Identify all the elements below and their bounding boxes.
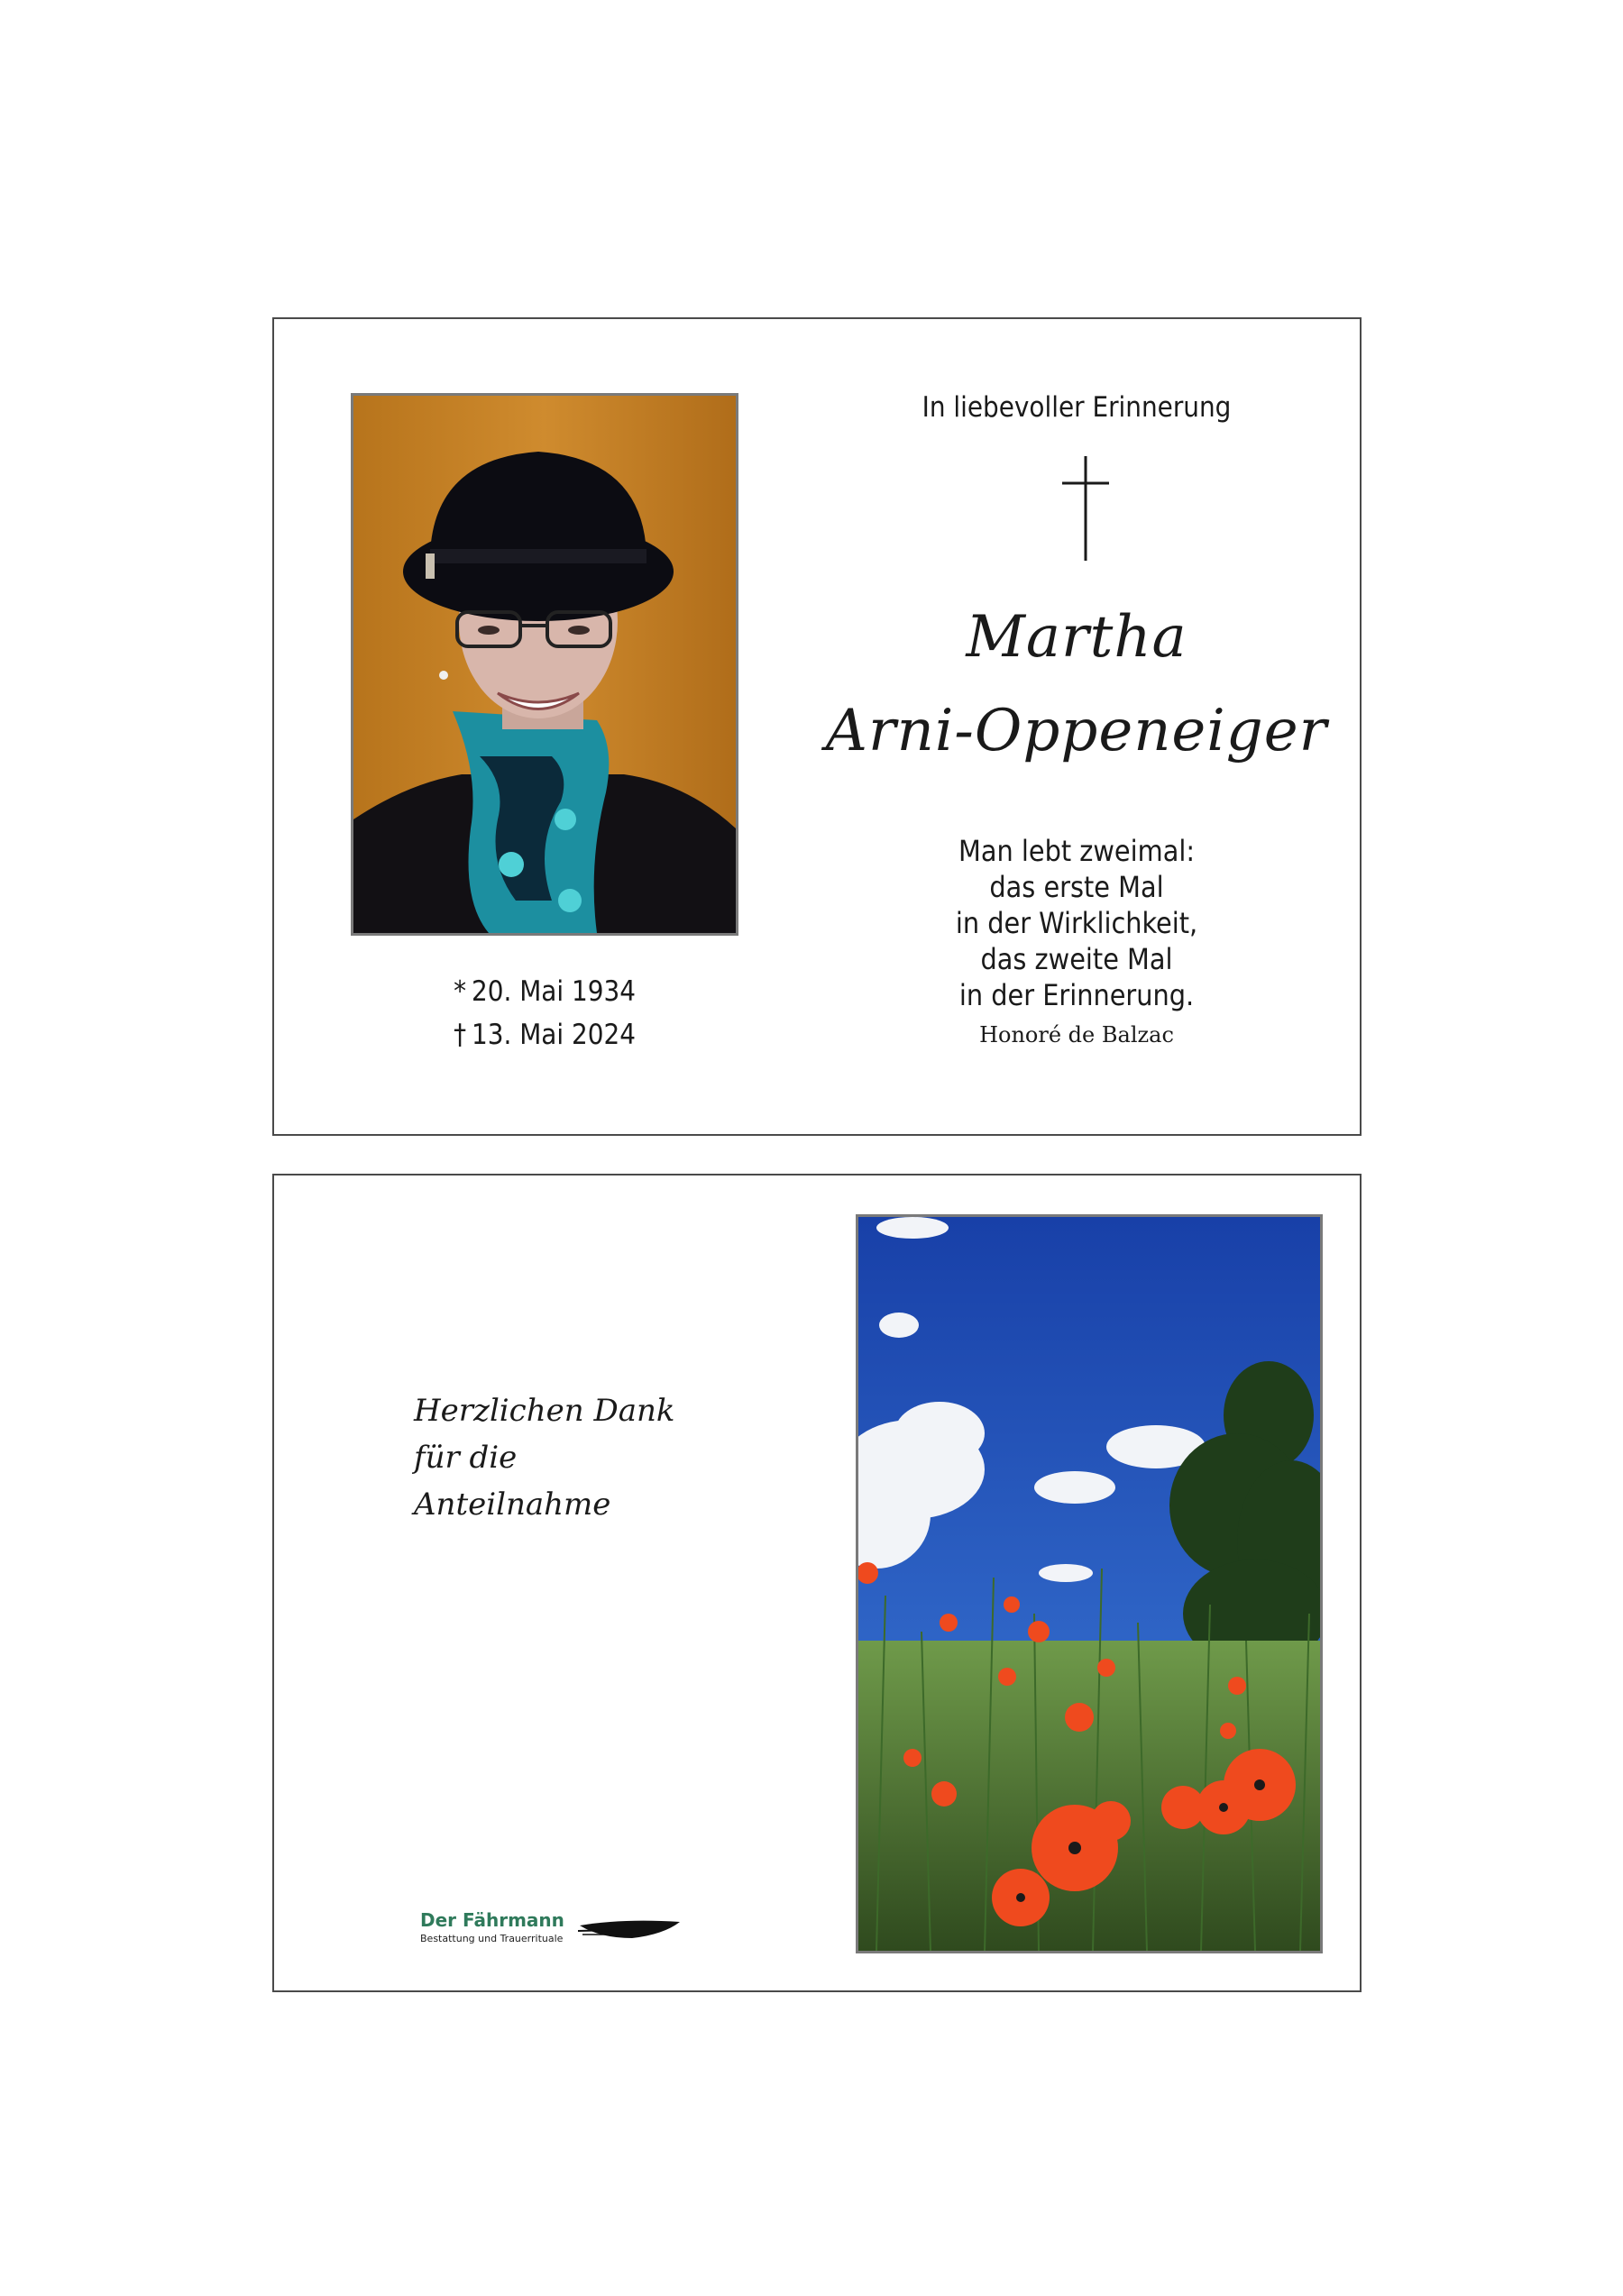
quote-author: Honoré de Balzac (979, 1022, 1174, 1047)
meadow-illustration (858, 1217, 1320, 1951)
deceased-first-name: Martha (966, 604, 1187, 671)
memorial-card-back (272, 1174, 1362, 1992)
memorial-quote (851, 833, 1302, 1013)
quote-line: in der Erinnerung. (958, 978, 1195, 1012)
death-date-text: 13. Mai 2024 (472, 1019, 636, 1051)
deceased-last-name: Arni-Oppeneiger (825, 698, 1328, 764)
thanks-line: Herzlichen Dank (414, 1393, 675, 1429)
portrait-illustration (353, 396, 736, 933)
birth-symbol: * (454, 975, 467, 1008)
death-symbol: † (454, 1019, 467, 1051)
portrait-photo (351, 393, 738, 936)
death-date (351, 1019, 738, 1051)
boat-icon (578, 1915, 682, 1942)
birth-date (351, 975, 738, 1008)
thanks-line: für die Anteilnahme (414, 1440, 611, 1523)
poppy-meadow-photo (856, 1214, 1323, 1953)
logo-name: Der Fährmann (420, 1909, 564, 1931)
quote-line: in der Wirklichkeit, (955, 906, 1198, 940)
quote-line: das erste Mal (989, 870, 1164, 904)
birth-date-text: 20. Mai 1934 (472, 975, 636, 1008)
thank-you-text (414, 1387, 711, 1528)
logo-subtitle: Bestattung und Trauerrituale (420, 1933, 564, 1944)
quote-line: Man lebt zweimal: (958, 834, 1196, 868)
cross-icon (1059, 454, 1113, 563)
memorial-card-front (272, 317, 1362, 1136)
memory-title: In liebevoller Erinnerung (922, 391, 1232, 424)
funeral-home-logo (420, 1909, 691, 1954)
quote-line: das zweite Mal (980, 942, 1173, 976)
